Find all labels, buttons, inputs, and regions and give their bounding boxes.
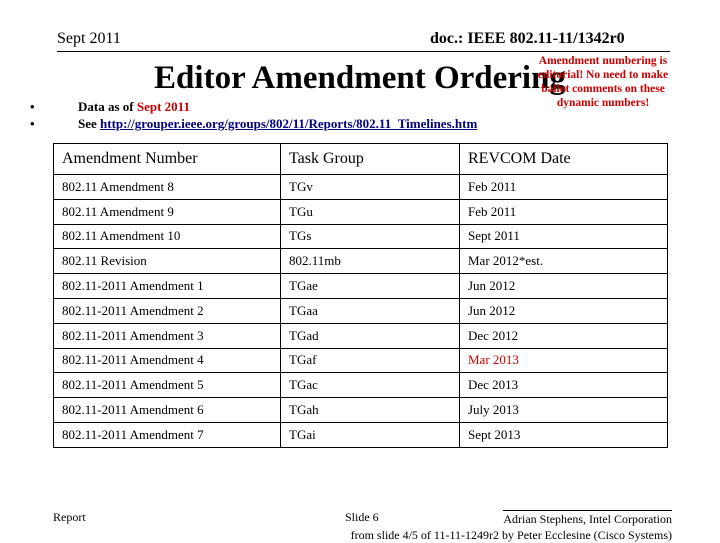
slide-title: Editor Amendment Ordering <box>154 60 566 96</box>
amendment-cell: 802.11-2011 Amendment 7 <box>54 422 281 447</box>
revcom-date-cell: Mar 2012*est. <box>460 249 668 274</box>
table-row <box>54 274 668 299</box>
revcom-date-cell: Sept 2011 <box>460 224 668 249</box>
table-row <box>54 348 668 373</box>
amendment-cell: 802.11 Amendment 8 <box>54 175 281 200</box>
header-revcom-date: REVCOM Date <box>460 144 668 175</box>
header-amendment-number: Amendment Number <box>54 144 281 175</box>
amendment-cell: 802.11-2011 Amendment 5 <box>54 373 281 398</box>
footer-credits <box>330 510 672 543</box>
revcom-date-cell: Dec 2012 <box>460 323 668 348</box>
amendment-cell: 802.11-2011 Amendment 2 <box>54 298 281 323</box>
revcom-date-cell: Mar 2013 <box>460 348 668 373</box>
revcom-date-cell: Sept 2013 <box>460 422 668 447</box>
table-row <box>54 249 668 274</box>
header-date: Sept 2011 <box>57 30 121 47</box>
header-divider <box>57 51 670 52</box>
task-group-cell: TGaa <box>281 298 460 323</box>
task-group-cell: TGac <box>281 373 460 398</box>
bullet-marker: • <box>30 99 35 114</box>
bullet-marker: • <box>30 116 35 131</box>
revcom-date-cell: Jun 2012 <box>460 298 668 323</box>
amendment-cell: 802.11-2011 Amendment 4 <box>54 348 281 373</box>
table-row <box>54 224 668 249</box>
table-row <box>54 323 668 348</box>
revcom-date-cell: July 2013 <box>460 398 668 423</box>
task-group-cell: 802.11mb <box>281 249 460 274</box>
header-task-group: Task Group <box>281 144 460 175</box>
amendment-cell: 802.11-2011 Amendment 1 <box>54 274 281 299</box>
revcom-date-cell: Jun 2012 <box>460 274 668 299</box>
task-group-cell: TGae <box>281 274 460 299</box>
editorial-note: Amendment numbering is editorial! No need to make ballot comments on these dynamic numbers! <box>537 55 669 109</box>
amendment-table <box>53 143 668 448</box>
table-row <box>54 398 668 423</box>
amendment-cell: 802.11-2011 Amendment 3 <box>54 323 281 348</box>
footer-author: Adrian Stephens, Intel Corporation <box>503 512 672 526</box>
footer-report: Report <box>53 510 86 524</box>
footer-source: from slide 4/5 of 11-11-1249r2 by Peter Ecclesine (Cisco Systems) <box>350 528 672 542</box>
bullet-list <box>30 98 477 132</box>
amendment-cell: 802.11 Amendment 9 <box>54 199 281 224</box>
timelines-link[interactable]: http://grouper.ieee.org/groups/802/11/Reports/802.11_Timelines.htm <box>100 116 478 131</box>
amendment-cell: 802.11-2011 Amendment 6 <box>54 398 281 423</box>
table-row <box>54 175 668 200</box>
bullet-text: See http://grouper.ieee.org/groups/802/11/Reports/802.11_Timelines.htm <box>78 116 478 131</box>
footer-slide-number: Slide 6 <box>345 510 379 524</box>
task-group-cell: TGai <box>281 422 460 447</box>
amendment-cell: 802.11 Revision <box>54 249 281 274</box>
table-row <box>54 422 668 447</box>
revcom-date-cell: Feb 2011 <box>460 175 668 200</box>
table-header-row <box>54 144 668 175</box>
task-group-cell: TGv <box>281 175 460 200</box>
data-date: Sept 2011 <box>136 99 190 114</box>
table-row <box>54 199 668 224</box>
task-group-cell: TGu <box>281 199 460 224</box>
task-group-cell: TGah <box>281 398 460 423</box>
header-doc-id: doc.: IEEE 802.11-11/1342r0 <box>430 30 625 47</box>
bullet-data-as-of <box>30 98 477 115</box>
bullet-see-link <box>30 115 477 132</box>
task-group-cell: TGaf <box>281 348 460 373</box>
task-group-cell: TGad <box>281 323 460 348</box>
table-row <box>54 373 668 398</box>
task-group-cell: TGs <box>281 224 460 249</box>
bullet-text: Data as of Sept 2011 <box>78 99 190 114</box>
revcom-date-cell: Feb 2011 <box>460 199 668 224</box>
revcom-date-cell: Dec 2013 <box>460 373 668 398</box>
table-row <box>54 298 668 323</box>
amendment-cell: 802.11 Amendment 10 <box>54 224 281 249</box>
